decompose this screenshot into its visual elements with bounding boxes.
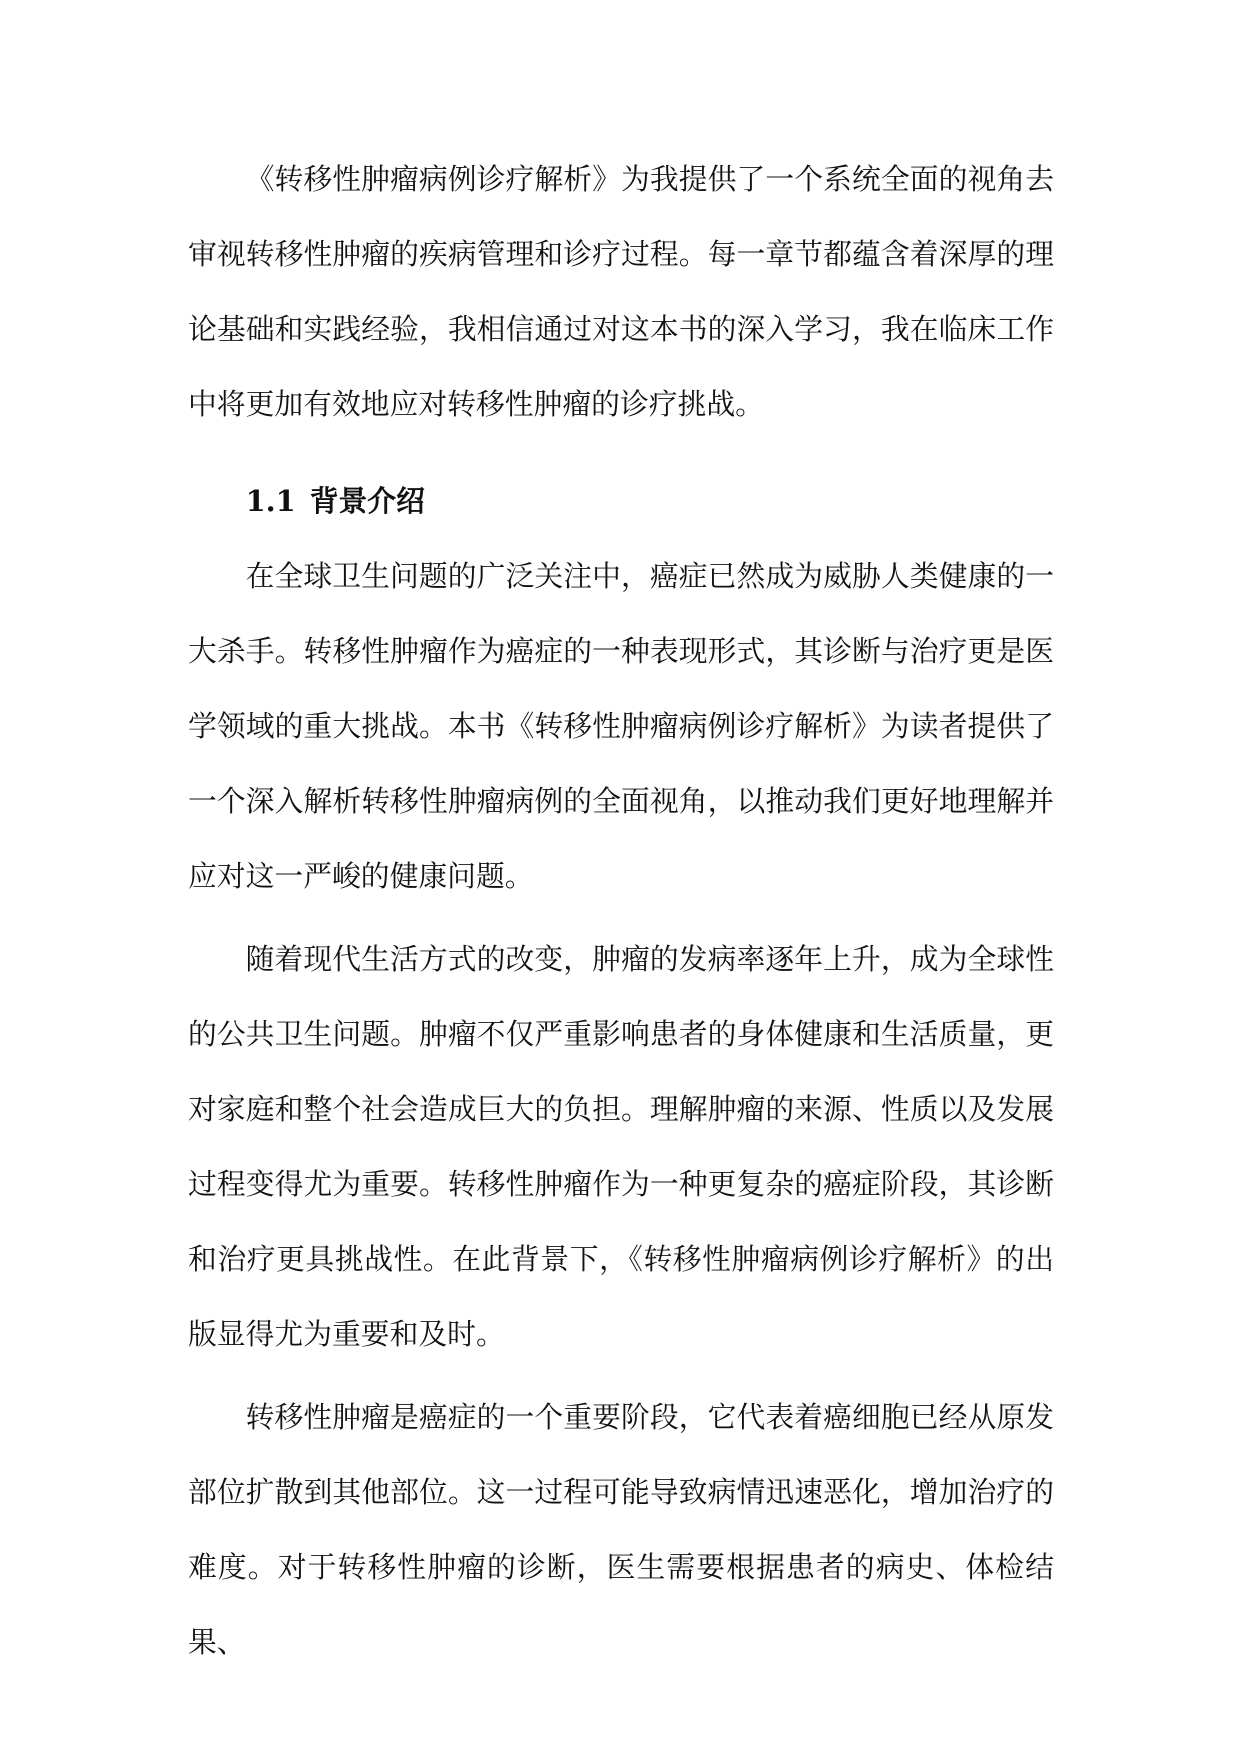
section-paragraph-3: 转移性肿瘤是癌症的一个重要阶段，它代表着癌细胞已经从原发部位扩散到其他部位。这一过程可能导致病情迅速恶化，增加治疗的难度。对于转移性肿瘤的诊断，医生需要根据患者的病史、体检结果、 xyxy=(188,1400,1054,1659)
section-heading xyxy=(188,464,1054,539)
intro-paragraph: 《转移性肿瘤病例诊疗解析》为我提供了一个系统全面的视角去审视转移性肿瘤的疾病管理和诊疗过程。每一章节都蕴含着深厚的理论基础和实践经验，我相信通过对这本书的深入学习，我在临床工作中将更加有效地应对转移性肿瘤的诊疗挑战。 xyxy=(188,162,1054,421)
section-paragraph-2: 随着现代生活方式的改变，肿瘤的发病率逐年上升，成为全球性的公共卫生问题。肿瘤不仅严重影响患者的身体健康和生活质量，更对家庭和整个社会造成巨大的负担。理解肿瘤的来源、性质以及发展过程变得尤为重要。转移性肿瘤作为一种更复杂的癌症阶段，其诊断和治疗更具挑战性。在此背景下，《转移性肿瘤病例诊疗解析》的出版显得尤为重要和及时。 xyxy=(188,942,1054,1351)
section-number: 1.1 xyxy=(245,484,296,518)
section-paragraph-1: 在全球卫生问题的广泛关注中，癌症已然成为威胁人类健康的一大杀手。转移性肿瘤作为癌症的一种表现形式，其诊断与治疗更是医学领域的重大挑战。本书《转移性肿瘤病例诊疗解析》为读者提供了一个深入解析转移性肿瘤病例的全面视角，以推动我们更好地理解并应对这一严峻的健康问题。 xyxy=(188,559,1054,893)
section-title: 背景介绍 xyxy=(309,484,425,518)
page-content xyxy=(188,142,1054,1680)
